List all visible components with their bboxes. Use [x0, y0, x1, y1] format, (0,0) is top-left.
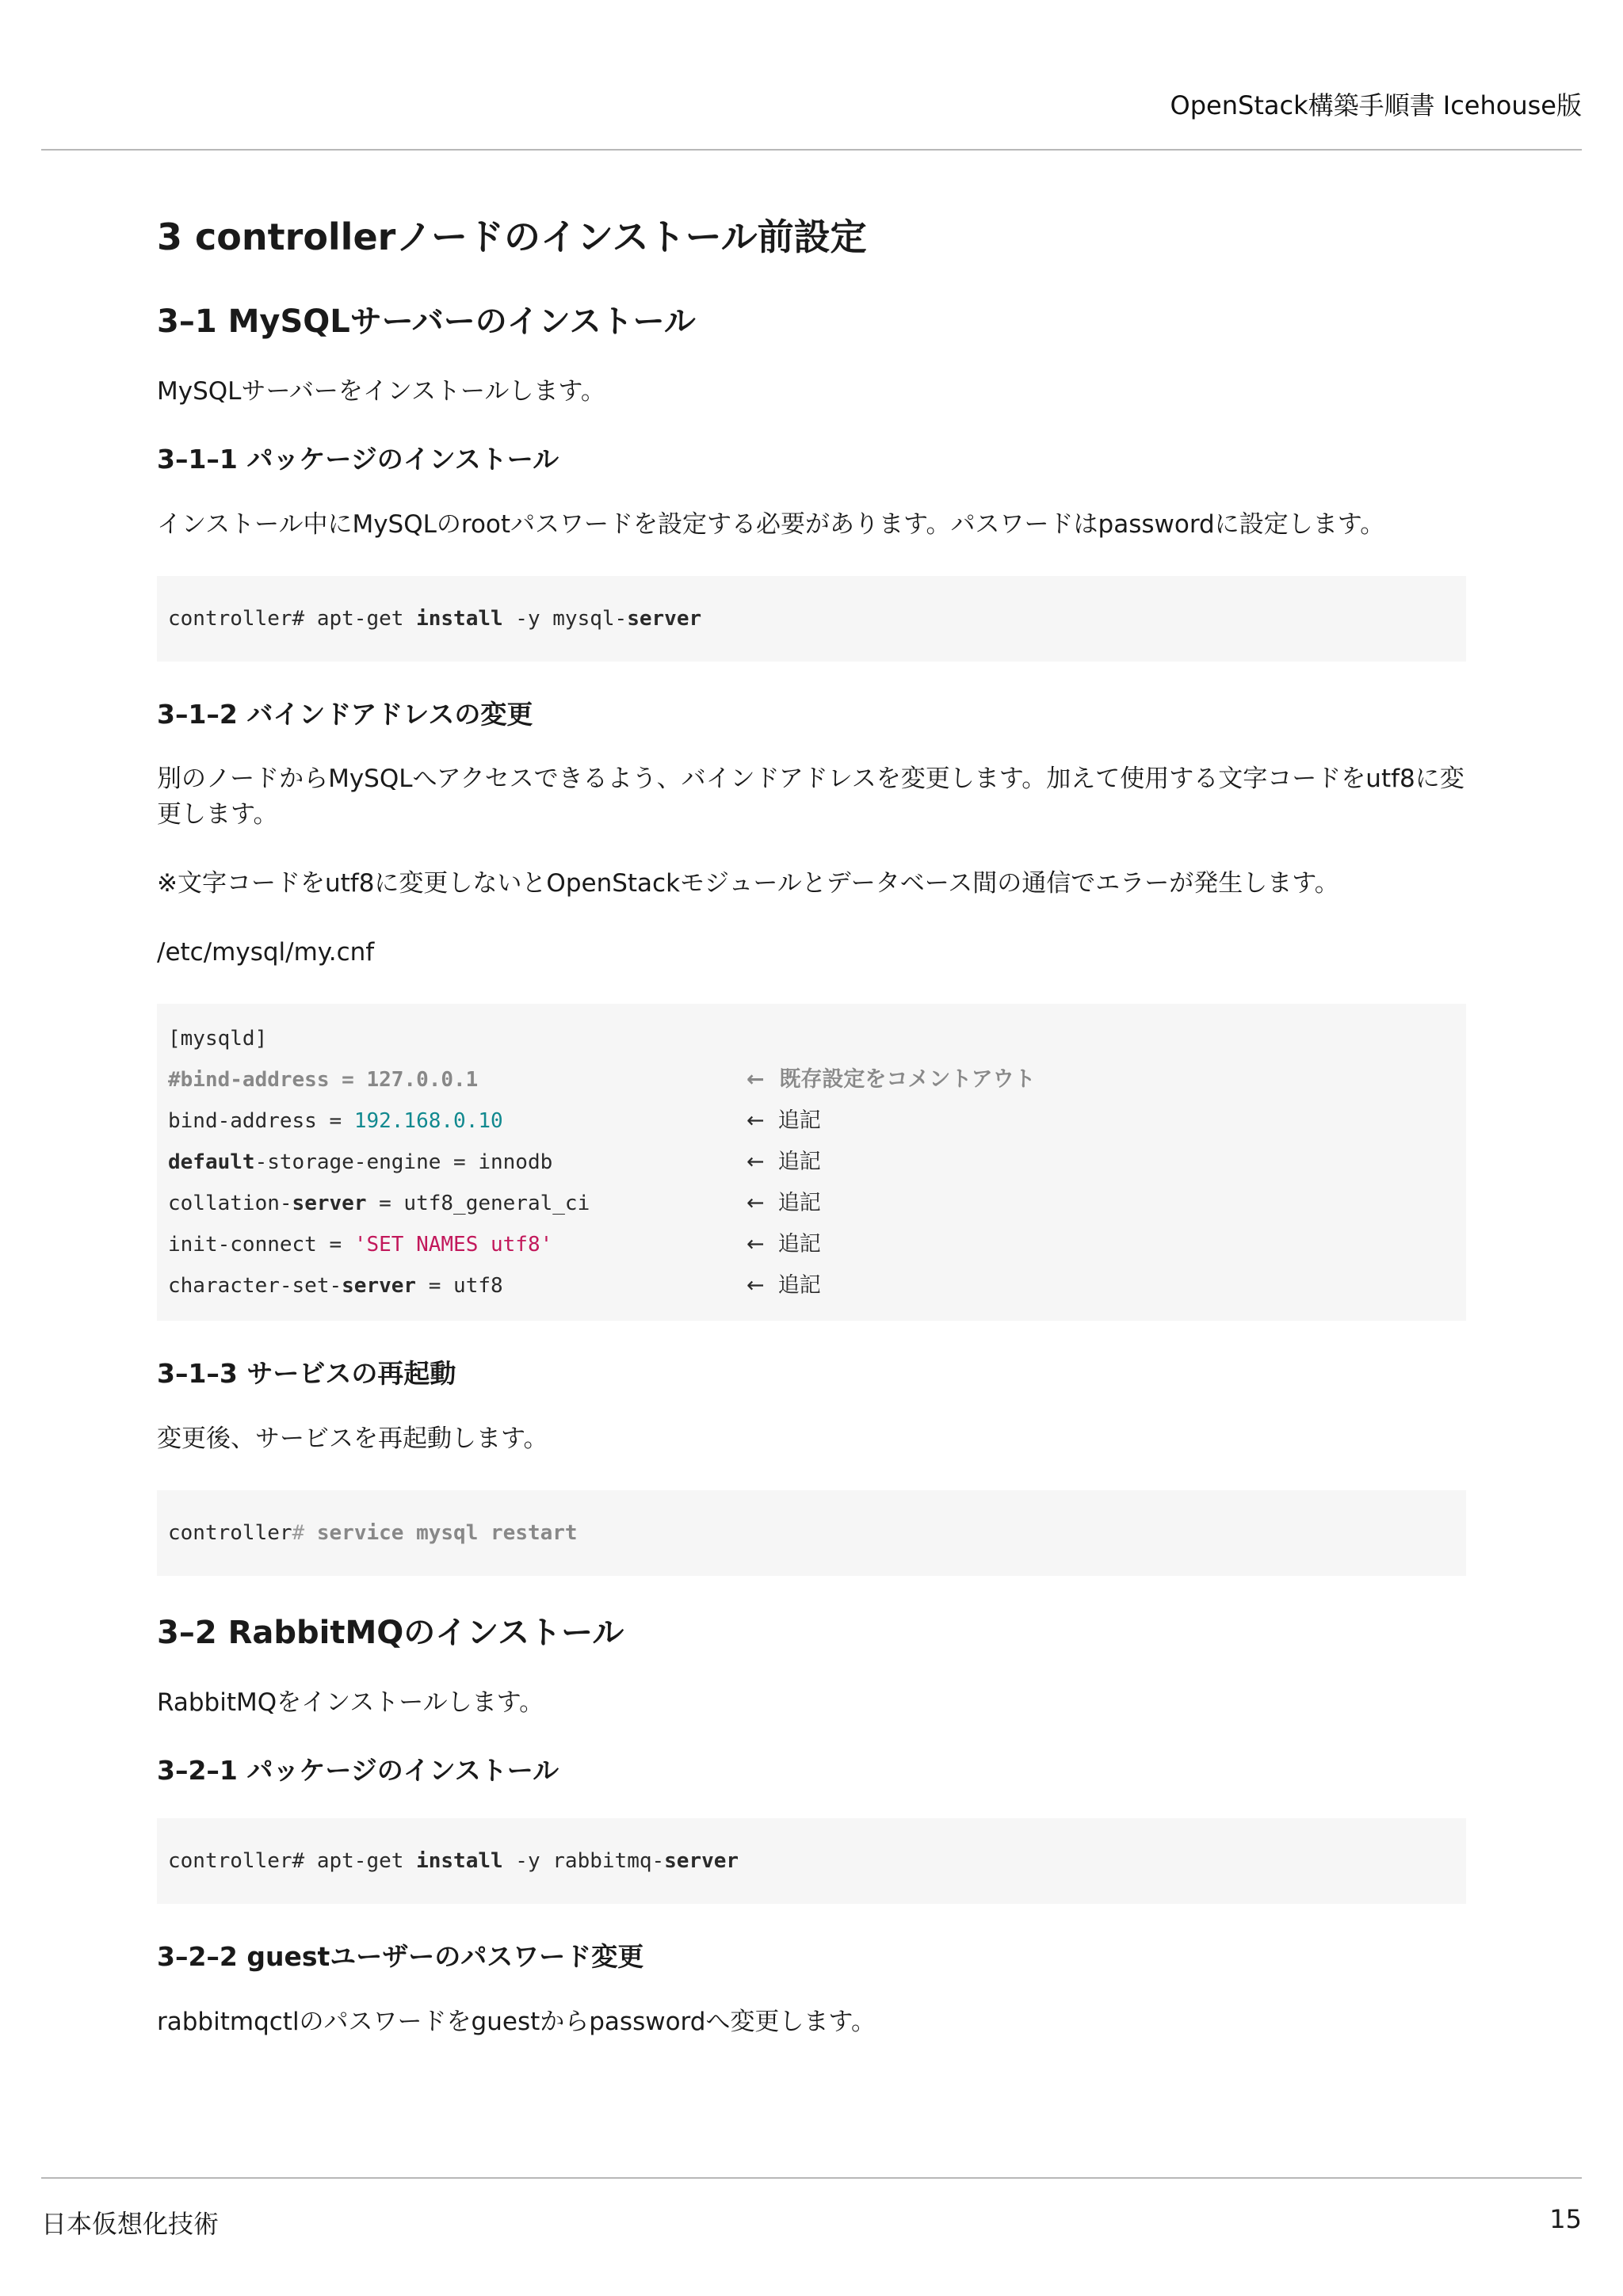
- section-heading-rabbitmq: 3–2 RabbitMQのインストール: [157, 1615, 624, 1652]
- footer-rule: [41, 2177, 1582, 2179]
- paragraph-root-password: インストール中にMySQLのrootパスワードを設定する必要があります。パスワードはpasswordに設定します。: [157, 509, 1385, 539]
- subsection-heading-bind-address: 3–1–2 バインドアドレスの変更: [157, 698, 533, 730]
- code-annotation: ← 既存設定をコメントアウト: [747, 1067, 1036, 1093]
- code-block-mysql-install[interactable]: [157, 576, 1466, 662]
- section-intro-mysql: MySQLサーバーをインストールします。: [157, 376, 605, 406]
- header-rule: [41, 149, 1582, 151]
- chapter-heading: 3 controllerノードのインストール前設定: [157, 215, 867, 258]
- code-block-mycnf[interactable]: [157, 1004, 1466, 1321]
- code-line: controller # service mysql restart: [168, 1521, 578, 1546]
- code-line: #bind-address = 127.0.0.1 ← 既存設定をコメントアウト: [168, 1059, 1455, 1100]
- code-line: character-set-server = utf8 ← 追記: [168, 1265, 1455, 1306]
- code-line: init-connect = 'SET NAMES utf8' ← 追記: [168, 1224, 1455, 1265]
- subsection-heading-restart: 3–1–3 サービスの再起動: [157, 1358, 456, 1390]
- subsection-heading-rabbitmq-package: 3–2–1 パッケージのインストール: [157, 1754, 559, 1786]
- code-line: bind-address = 192.168.0.10 ← 追記: [168, 1100, 1455, 1142]
- paragraph-guest-password: rabbitmqctlのパスワードをguestからpasswordへ変更します。: [157, 2007, 876, 2036]
- code-annotation: ← 追記: [747, 1232, 821, 1257]
- code-line: collation-server = utf8_general_ci ← 追記: [168, 1183, 1455, 1224]
- footer-company: 日本仮想化技術: [41, 2209, 220, 2239]
- config-file-path: /etc/mysql/my.cnf: [157, 938, 375, 967]
- code-line: controller# apt-get install -y mysql- server: [168, 606, 702, 631]
- code-block-rabbitmq-install[interactable]: [157, 1818, 1466, 1904]
- document-body: [157, 214, 1466, 2073]
- paragraph-restart: 変更後、サービスを再起動します。: [157, 1425, 548, 1454]
- paragraph-utf8-note: ※文字コードをutf8に変更しないとOpenStackモジュールとデータベース間の通信でエラーが発生します。: [157, 869, 1339, 898]
- code-annotation: ← 追記: [747, 1191, 821, 1216]
- section-intro-rabbitmq: RabbitMQをインストールします。: [157, 1688, 544, 1718]
- subsection-heading-guest-password: 3–2–2 guestユーザーのパスワード変更: [157, 1940, 644, 1972]
- code-annotation: ← 追記: [747, 1273, 821, 1299]
- code-block-mysql-restart[interactable]: [157, 1490, 1466, 1576]
- code-line: [mysqld]: [168, 1027, 268, 1051]
- section-heading-mysql: 3–1 MySQLサーバーのインストール: [157, 303, 696, 340]
- code-line: default-storage-engine = innodb ← 追記: [168, 1142, 1455, 1183]
- code-line: controller# apt-get install -y rabbitmq- server: [168, 1848, 739, 1873]
- code-annotation: ← 追記: [747, 1108, 821, 1134]
- code-annotation: ← 追記: [747, 1150, 821, 1175]
- subsection-heading-package-install: 3–1–1 パッケージのインストール: [157, 443, 559, 475]
- running-header: OpenStack構築手順書 Icehouse版: [1170, 90, 1582, 120]
- paragraph-bind-address: 別のノードからMySQLへアクセスできるよう、バインドアドレスを変更します。加えて使用する文字コードをutf8に変更します。: [157, 765, 1465, 830]
- page-number: 15: [1549, 2204, 1582, 2234]
